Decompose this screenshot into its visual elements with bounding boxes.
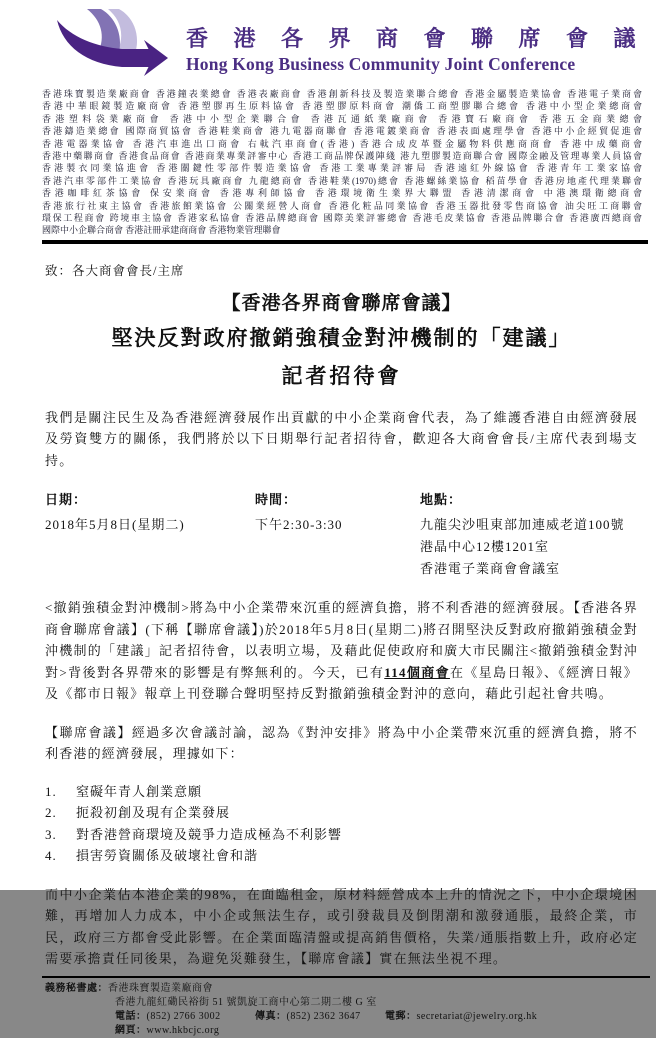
org-title-chinese: 香 港 各 界 商 會 聯 席 會 議 bbox=[186, 26, 638, 51]
member-organizations-line: 香港珠寶製造業廠商會 香港鐘表業總會 香港表廠商會 香港創新科技及製造業聯合總會 香港金屬製造業協會 香港電子業商會 bbox=[42, 89, 642, 99]
venue-label: 地點： bbox=[420, 492, 463, 508]
email-line: 電郵：secretariat@jewelry.org.hk bbox=[385, 1010, 538, 1022]
member-organizations-line: 香港旅行社東主協會 香港旅館業協會 公關業經營人商會 香港化粧品同業協會 香港玉器批發零售商協會 油尖旺工商聯會 bbox=[42, 200, 642, 211]
conference-logo-icon bbox=[56, 6, 182, 80]
reason-text: 扼殺初創及現有企業發展 bbox=[76, 805, 231, 821]
event-details bbox=[45, 489, 638, 580]
secretariat-footer bbox=[45, 982, 638, 1038]
member-organizations-line: 環保工程商會 跨境車主協會 香港家私協會 香港品牌總商會 國際美業評審總會 香港毛皮業協會 香港品牌聯合會 香港廣西總商會 bbox=[42, 213, 642, 224]
secretariat-address: 香港九龍紅磡民裕街 51 號凱旋工商中心第二期二樓 G 室 bbox=[115, 996, 377, 1008]
announcement-part2: 在《星島日報》、《經濟日報》及《都市日報》報章上刊登聯合聲明堅持反對撤銷強積金對沖的意向，藉此引起社會共鳴。 bbox=[45, 664, 638, 702]
member-organizations-line: 香港咖啡紅茶協會 保安業商會 香港專利師協會 香港環境衛生業界大聯盟 香港清潔商會 中港澳環衛總商會 bbox=[42, 188, 642, 199]
reason-number: 4. bbox=[45, 848, 57, 864]
member-organizations-list bbox=[42, 88, 642, 237]
phone-number: (852) 2766 3002 bbox=[146, 1010, 221, 1022]
reason-text: 窒礙年青人創業意願 bbox=[76, 783, 203, 799]
announcement-part1: <撤銷強積金對沖機制>將為中小企業帶來沉重的經濟負擔，將不利香港的經濟發展。【香港各界商會聯席會議】(下稱【聯席會議】)於2018年5月8日(星期二)將召開堅決反對政府撤銷強積金對沖機制的「建議」記者招待會，以表明立場，及藉此促使政府和廣大市民關注<撤銷強積金對沖對>背後對各界帶來的影響是有弊無利的。今天，已有 bbox=[45, 600, 638, 680]
website-line: 網頁：www.hkbcjc.org bbox=[115, 1024, 220, 1036]
document-title-line1: 【香港各界商會聯席會議】 bbox=[221, 292, 462, 314]
time-value: 下午2:30-3:30 bbox=[255, 517, 343, 533]
reason-number: 2. bbox=[45, 805, 57, 821]
member-organizations-line: 香港塑料袋業廠商會 香港中小型企業聯合會 香港瓦通紙業廠商會 香港寶石廠商會 香港五金商業總會 bbox=[42, 113, 642, 124]
document-title-line3: 記者招待會 bbox=[281, 363, 402, 388]
member-organizations-line: 香港電器業協會 香港汽車進出口商會 右軚汽車商會(香港) 香港合成皮革暨金屬物料供應商商會 香港中成藥商會 bbox=[42, 138, 642, 149]
date-value: 2018年5月8日(星期二) bbox=[45, 517, 185, 533]
reasons-list bbox=[45, 781, 638, 867]
header-divider bbox=[42, 240, 648, 244]
letterhead bbox=[0, 0, 656, 80]
reason-text: 損害勞資關係及破壞社會和諧 bbox=[76, 848, 259, 864]
date-label: 日期： bbox=[45, 492, 88, 508]
fax-line: 傳真：(852) 2362 3647 bbox=[255, 1010, 361, 1022]
venue-line: 香港電子業商會會議室 bbox=[420, 561, 561, 577]
member-organizations-line: 國際中小企聯合商會 香港註冊承建商商會 香港物業管理聯會 bbox=[42, 225, 281, 236]
intro-paragraph: 我們是關注民生及為香港經濟發展作出貢獻的中小企業商會代表，為了維護香港自由經濟發展及勞資雙方的關係，我們將於以下日期舉行記者招待會，歡迎各大商會會長/主席代表到場支持。 bbox=[45, 409, 638, 468]
member-organizations-line: 香港汽車零部件工業協會 香港玩具廠商會 九龍總商會 香港鞋業(1970)總會 香港螺絲業協會 稻苗學會 香港房地產代理業聯會 bbox=[42, 175, 642, 186]
venue-line: 港晶中心12樓1201室 bbox=[420, 539, 550, 555]
reason-item bbox=[45, 824, 638, 846]
member-organizations-line: 香港中華眼鏡製造廠商會 香港塑膠再生原料協會 香港塑膠原料商會 潮僑工商塑膠聯合總會 香港中小型企業總商會 bbox=[42, 101, 642, 112]
email-address: secretariat@jewelry.org.hk bbox=[416, 1010, 538, 1022]
reason-item bbox=[45, 781, 638, 803]
fax-number: (852) 2362 3647 bbox=[286, 1010, 361, 1022]
reason-number: 3. bbox=[45, 826, 57, 842]
announcement-paragraph bbox=[45, 597, 638, 705]
venue-value bbox=[420, 514, 638, 580]
secretariat-value: 香港珠寶製造業廠商會 bbox=[108, 982, 213, 994]
venue-line: 九龍尖沙咀東部加連威老道100號 bbox=[420, 517, 625, 533]
rationale-paragraph: 【聯席會議】經過多次會議討論，認為《對沖安排》將為中小企業帶來沉重的經濟負擔，將不利香港的經濟發展，理據如下： bbox=[45, 724, 638, 762]
time-label: 時間： bbox=[255, 492, 298, 508]
website-url: www.hkbcjc.org bbox=[146, 1024, 220, 1036]
document-title-line2: 堅決反對政府撤銷強積金對沖機制的「建議」 bbox=[111, 325, 572, 350]
footer-divider bbox=[42, 976, 650, 978]
reason-text: 對香港營商環境及競爭力造成極為不利影響 bbox=[76, 826, 343, 842]
conclusion-paragraph: 而中小企業佔本港企業的98%，在面臨租金，原材料經營成本上升的情況之下，中小企環境困難，再增加人力成本，中小企或無法生存，或引發裁員及倒閉潮和激發通脹，最終企業，市民，政府三方都會受此影響。在企業面臨清盤或提高銷售價格，失業/通脹指數上升，政府必定需要承擔責任同後果，為避免災難發生，【聯席會議】實在無法坐視不理。 bbox=[45, 886, 638, 967]
document-title bbox=[45, 288, 638, 390]
member-organizations-line: 香港製衣同業協進會 香港關鍵性零部件製造業協會 香港工業專業評審局 香港遠紅外線協會 香港青年工業家協會 bbox=[42, 163, 642, 174]
reason-item bbox=[45, 845, 638, 867]
recipient-line: 致：各大商會會長/主席 bbox=[45, 263, 185, 278]
chamber-count-highlight: 114個商會 bbox=[384, 664, 450, 680]
member-organizations-line: 香港中藥聯商會 香港食品商會 香港商業專業評審中心 香港工商品牌保護陣綫 港九塑膠製造商聯合會 國際金融及管理專業人員協會 bbox=[42, 151, 642, 162]
secretariat-label: 義務秘書處： bbox=[45, 982, 108, 994]
member-organizations-line: 香港鑄造業總會 國際商貿協會 香港鞋業商會 港九電器商聯會 香港電鍍業商會 香港表面處理學會 香港中小企經貿促進會 bbox=[42, 126, 642, 137]
org-title-english: Hong Kong Business Community Joint Conference bbox=[186, 54, 576, 74]
reason-number: 1. bbox=[45, 783, 57, 799]
phone-line: 電話：(852) 2766 3002 bbox=[115, 1010, 221, 1022]
reason-item bbox=[45, 802, 638, 824]
